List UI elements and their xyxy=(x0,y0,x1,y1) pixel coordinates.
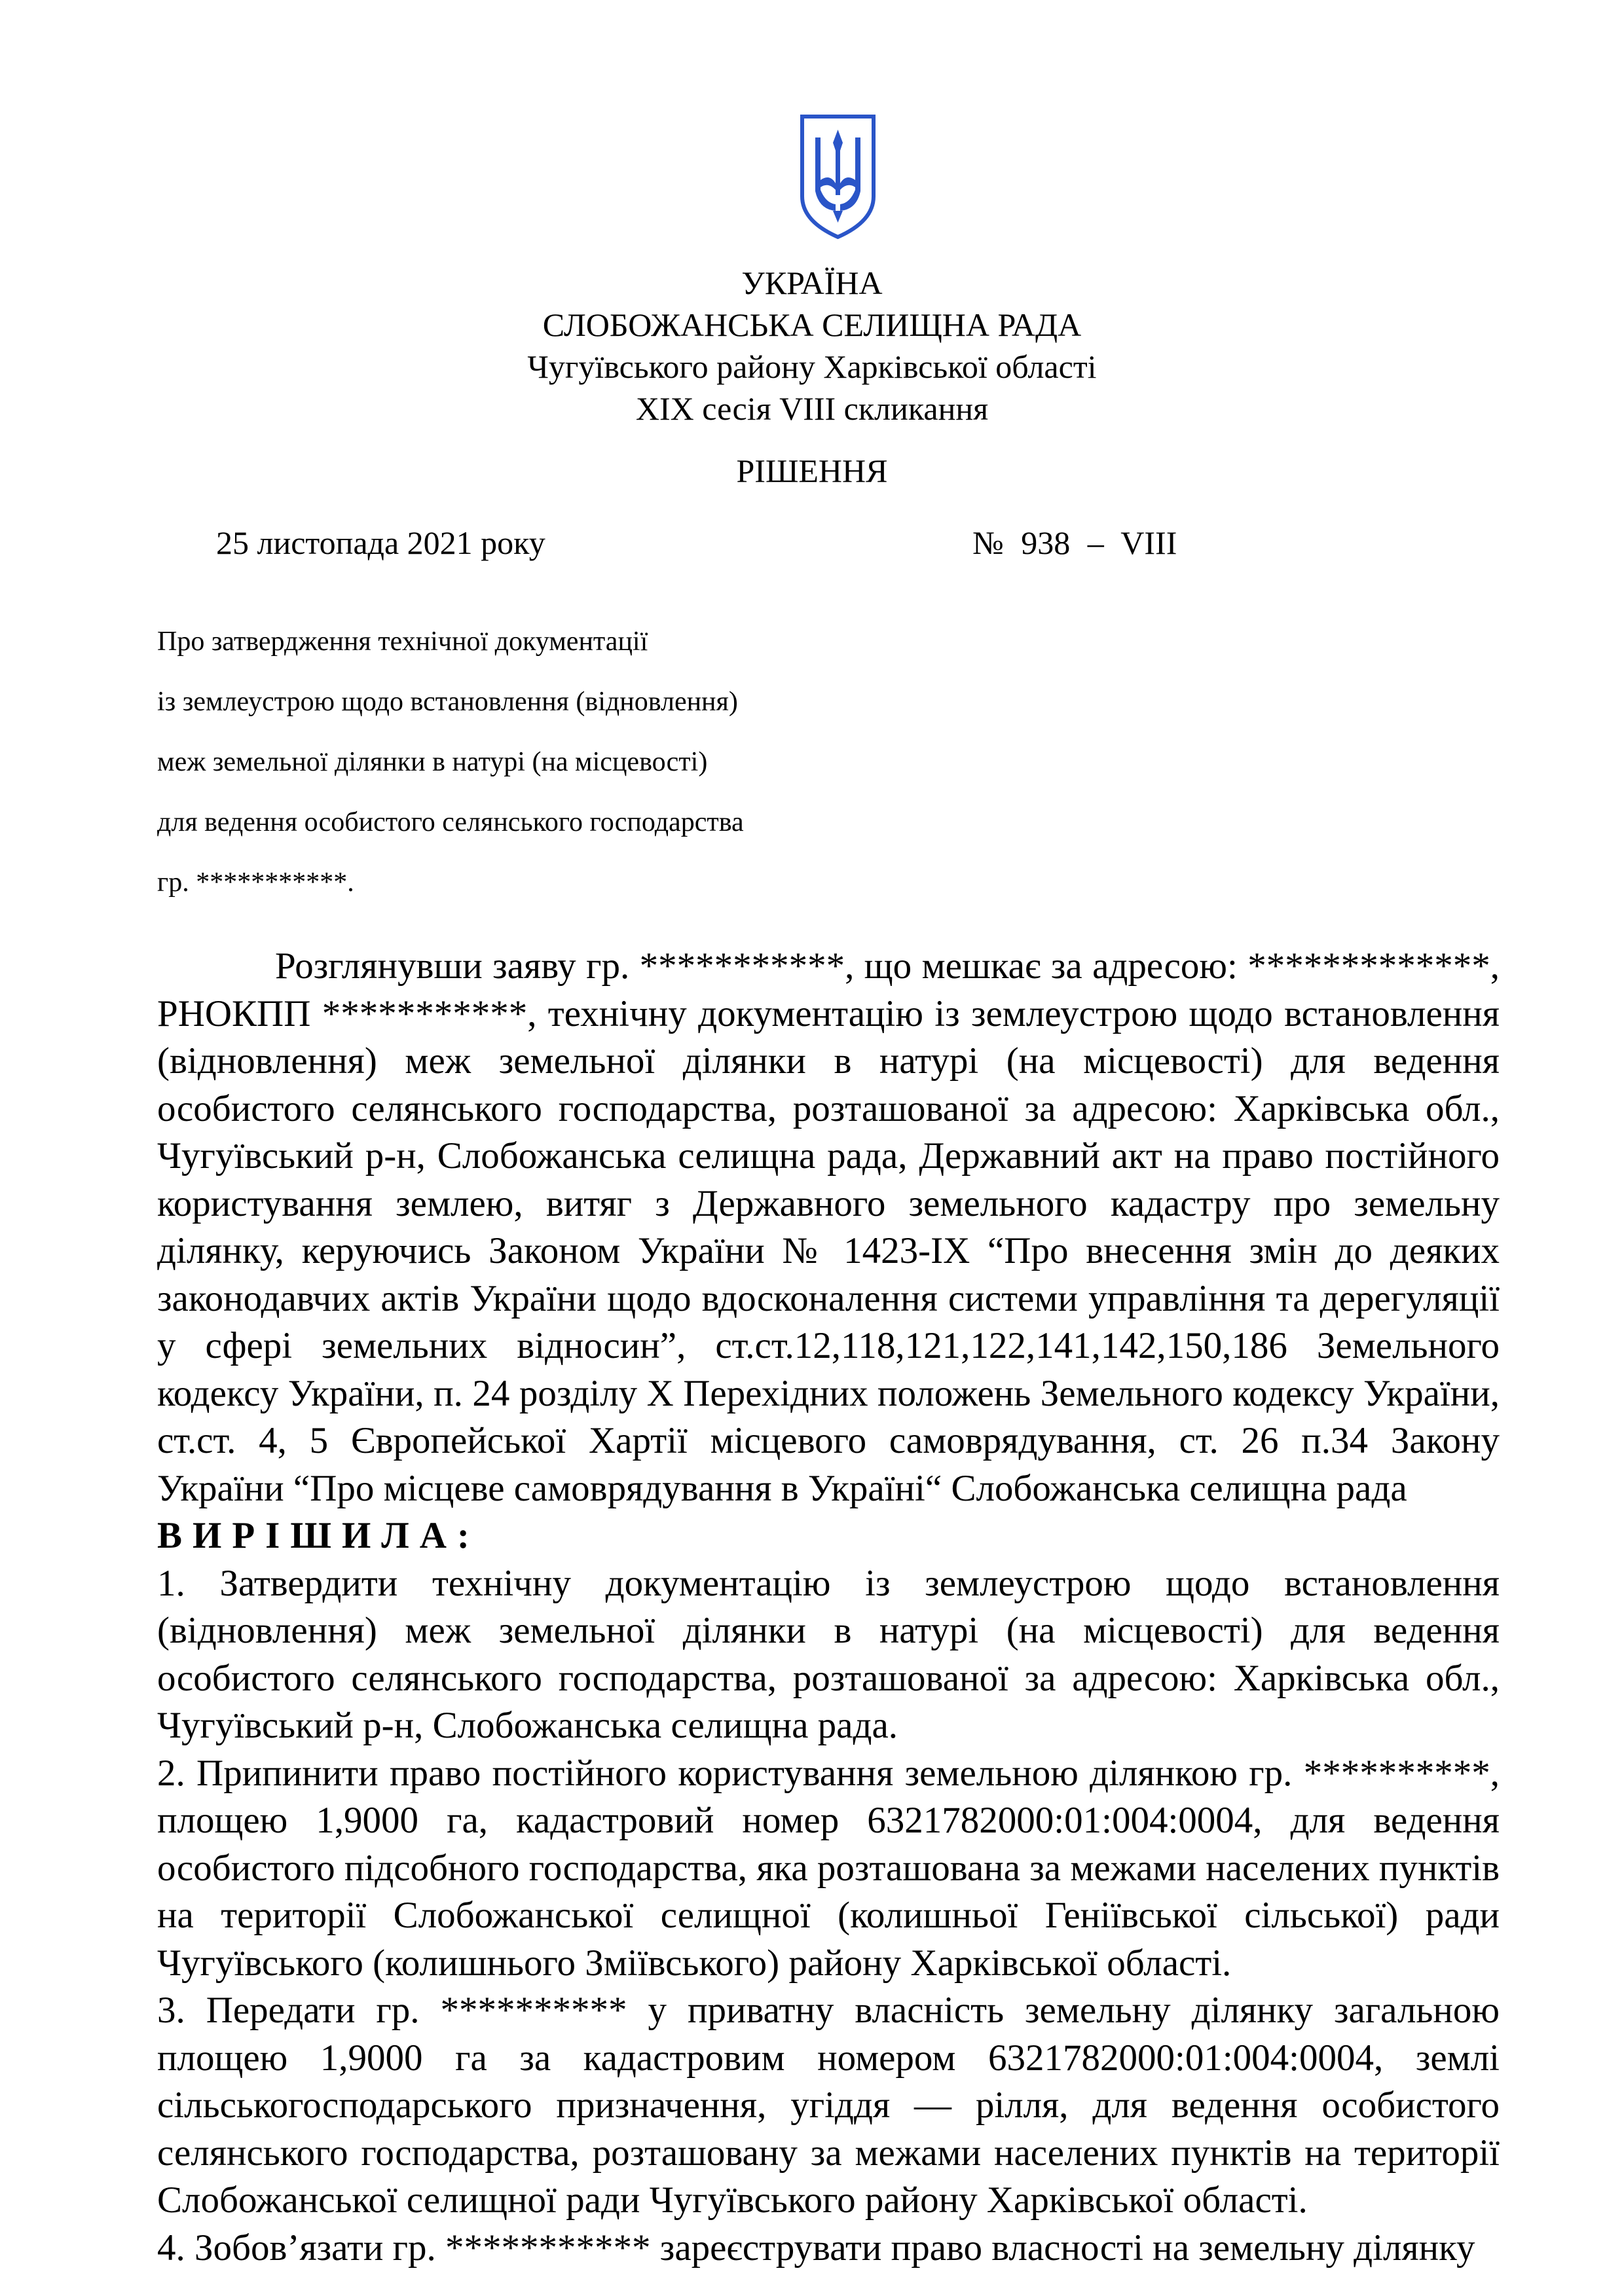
decision-subject xyxy=(157,622,744,923)
decided-heading: ВИРІШИЛА: xyxy=(157,1515,480,1556)
header-country: УКРАЇНА xyxy=(741,264,883,301)
decision-number: № 938 – VIII xyxy=(972,524,1177,561)
subject-line: меж земельної ділянки в натурі (на місцевості) xyxy=(157,747,708,777)
decision-date: 25 листопада 2021 року xyxy=(216,524,545,561)
subject-line: гр. ***********. xyxy=(157,867,354,898)
document-title: РІШЕННЯ xyxy=(736,452,888,489)
subject-line: Про затвердження технічної документації xyxy=(157,627,648,657)
header-session: XIX сесія VIII скликання xyxy=(635,390,989,427)
document-header xyxy=(0,262,1624,429)
decision-item-1: 1. Затвердити технічну документацію із землеустрою щодо встановлення (відновлення) меж земельної ділянки в натурі (на місцевості) для ведення особистого селянського господарства, розташованої за адресою: Харківська обл., Чугуївський р-н, Слобожанська селищна рада. xyxy=(157,1562,1500,1746)
decision-item-3: 3. Передати гр. ********** у приватну власність земельну ділянку загальною площею 1,9000 га за кадастровим номером 6321782000:01:004:0004, землі сільськогосподарського призначення, угіддя — рілля, для ведення особистого селянського господарства, розташовану за межами населених пунктів на території Слобожанської селищної ради Чугуївського району Харківської області. xyxy=(157,1990,1500,2221)
subject-line: із землеустрою щодо встановлення (відновлення) xyxy=(157,687,738,717)
decision-item-4: 4. Зобов’язати гр. *********** зареєструвати право власності на земельну ділянку xyxy=(157,2227,1475,2269)
decision-body xyxy=(157,943,1500,2272)
header-district: Чугуївського району Харківської області xyxy=(527,348,1097,385)
preamble-paragraph: Розглянувши заяву гр. ***********, що мешкає за адресою: *************, РНОКПП ***********, технічну документацію із землеустрою щодо встановлення (відновлення) меж земельної ділянки в натурі (на місцевості) для ведення особистого селянського господарства, розташованої за адресою: Харківська обл., Чугуївський р-н, Слобожанська селищна рада, Державний акт на право постійного користування землею, витяг з Державного земельного кадастру про земельну ділянку, керуючись Законом України № 1423-IX “Про внесення змін до деяких законодавчих актів України щодо вдосконалення системи управління та дерегуляції у сфері земельних відносин”, ст.ст.12,118,121,122,141,142,150,186 Земельного кодексу України, п. 24 розділу Х Перехідних положень Земельного кодексу України, ст.ст. 4, 5 Європейської Хартії місцевого самоврядування, ст. 26 п.34 Закону України “Про місцеве самоврядування в Україні“ Слобожанська селищна рада xyxy=(157,945,1500,1509)
subject-line: для ведення особистого селянського господарства xyxy=(157,807,744,837)
coat-of-arms-icon xyxy=(797,111,879,242)
decision-item-2: 2. Припинити право постійного користування земельною ділянкою гр. **********, площею 1,9000 га, кадастровий номер 6321782000:01:004:0004, для ведення особистого підсобного господарства, яка розташована за межами населених пунктів на території Слобожанської селищної (колишньої Геніївської сільської) ради Чугуївського (колишнього Зміївського) району Харківської області. xyxy=(157,1752,1500,1984)
header-council: СЛОБОЖАНСЬКА СЕЛИЩНА РАДА xyxy=(542,306,1082,343)
